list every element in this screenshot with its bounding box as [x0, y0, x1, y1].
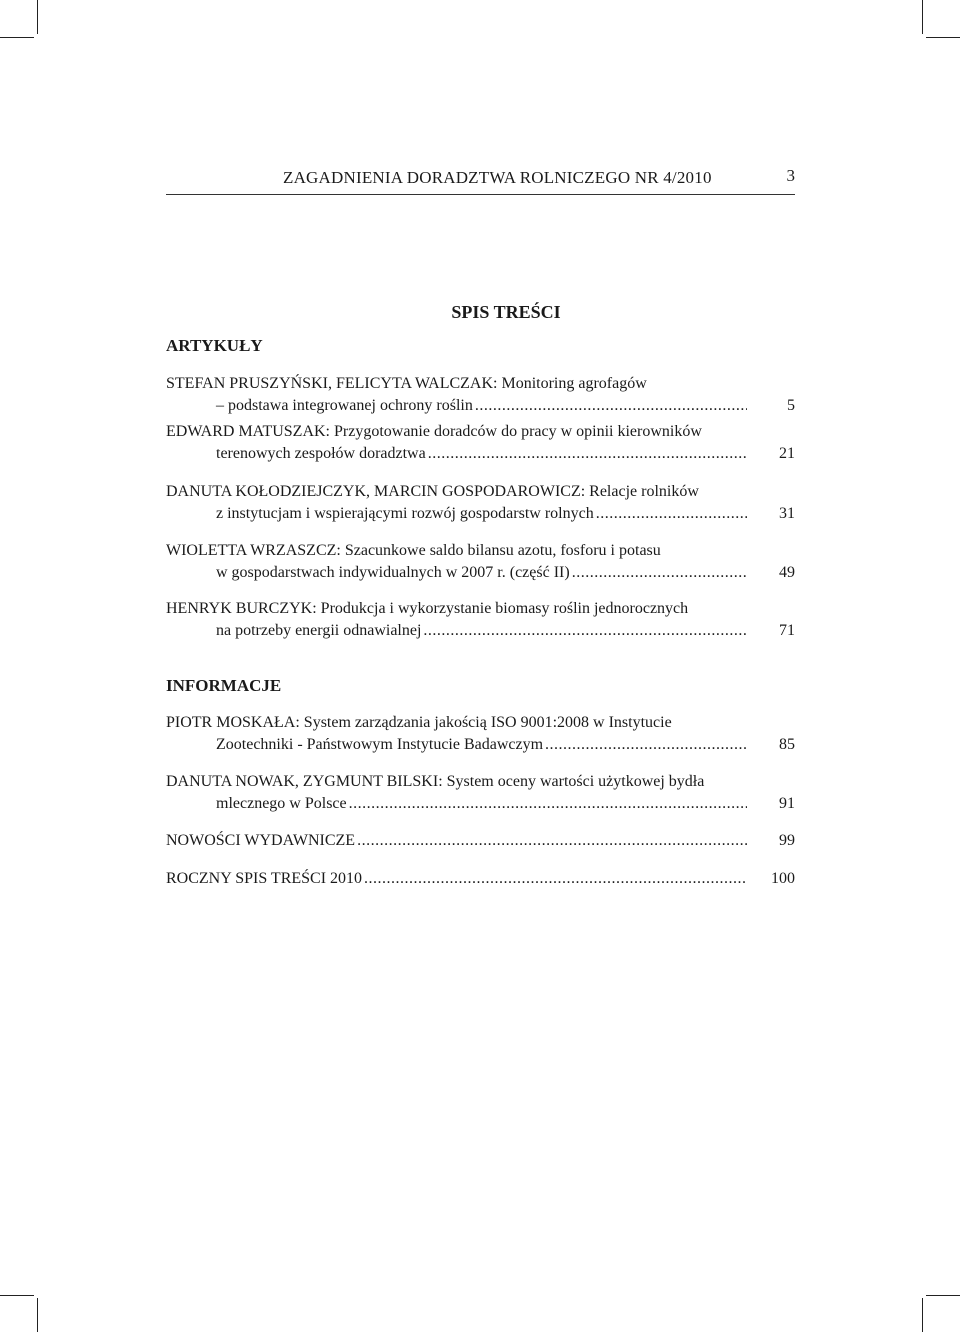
entry-line: na potrzeby energii odnawialnej: [216, 622, 422, 639]
entry-page: 21: [779, 445, 795, 462]
journal-title: ZAGADNIENIA DORADZTWA ROLNICZEGO NR 4/2010: [283, 168, 712, 187]
crop-mark: [0, 37, 34, 38]
entry-page: 5: [787, 397, 795, 414]
crop-mark: [922, 1298, 923, 1332]
entry-page: 85: [779, 736, 795, 753]
crop-mark: [926, 37, 960, 38]
entry-line: DANUTA KOŁODZIEJCZYK, MARCIN GOSPODAROWICZ: Relacje rolników: [166, 483, 699, 500]
entry-page: 49: [779, 564, 795, 581]
leader-dots: [423, 620, 747, 642]
entry-line: Zootechniki - Państwowym Instytucie Badawczym: [216, 736, 544, 753]
entry-line: WIOLETTA WRZASZCZ: Szacunkowe saldo bilansu azotu, fosforu i potasu: [166, 542, 661, 559]
entry-page: 99: [779, 832, 795, 849]
leader-dots: [545, 734, 747, 756]
entry-page: 91: [779, 795, 795, 812]
crop-mark: [922, 0, 923, 34]
toc-entry[interactable]: [166, 771, 795, 815]
section-articles: ARTYKUŁY: [166, 336, 263, 355]
entry-line: DANUTA NOWAK, ZYGMUNT BILSKI: System oceny wartości użytkowej bydła: [166, 773, 705, 790]
toc-entry[interactable]: [166, 598, 795, 642]
toc-entry[interactable]: [166, 712, 795, 756]
toc-entry[interactable]: [166, 868, 795, 890]
running-header: [166, 168, 795, 195]
crop-mark: [37, 1298, 38, 1332]
entry-page: 31: [779, 505, 795, 522]
entry-line: z instytucjam i wspierającymi rozwój gospodarstw rolnych: [216, 505, 594, 522]
leader-dots: [475, 395, 747, 417]
leader-dots: [349, 793, 747, 815]
section-information: INFORMACJE: [166, 676, 282, 695]
leader-dots: [596, 503, 747, 525]
entry-line: mlecznego w Polsce: [216, 795, 347, 812]
toc-title: SPIS TREŚCI: [451, 302, 561, 322]
leader-dots: [364, 868, 747, 890]
entry-line: STEFAN PRUSZYŃSKI, FELICYTA WALCZAK: Monitoring agrofagów: [166, 375, 647, 392]
toc-entry[interactable]: [166, 481, 795, 525]
entry-line: HENRYK BURCZYK: Produkcja i wykorzystanie biomasy roślin jednorocznych: [166, 600, 689, 617]
crop-mark: [0, 1295, 34, 1296]
entry-line: PIOTR MOSKAŁA: System zarządzania jakością ISO 9001:2008 w Instytucie: [166, 714, 672, 731]
entry-page: 100: [771, 870, 795, 887]
entry-line: NOWOŚCI WYDAWNICZE: [166, 832, 356, 849]
toc-entry[interactable]: [166, 373, 795, 417]
entry-line: terenowych zespołów doradztwa: [216, 445, 426, 462]
entry-line: – podstawa integrowanej ochrony roślin: [216, 397, 473, 414]
toc-entry[interactable]: [166, 421, 795, 465]
entry-page: 71: [779, 622, 795, 639]
toc-entry[interactable]: [166, 830, 795, 852]
page-number: 3: [786, 166, 795, 185]
leader-dots: [428, 443, 747, 465]
toc-entry[interactable]: [166, 540, 795, 584]
entry-line: EDWARD MATUSZAK: Przygotowanie doradców do pracy w opinii kierowników: [166, 423, 702, 440]
leader-dots: [572, 562, 747, 584]
crop-mark: [926, 1295, 960, 1296]
crop-mark: [37, 0, 38, 34]
leader-dots: [357, 830, 747, 852]
entry-line: ROCZNY SPIS TREŚCI 2010: [166, 870, 363, 887]
entry-line: w gospodarstwach indywidualnych w 2007 r. (część II): [216, 564, 570, 581]
